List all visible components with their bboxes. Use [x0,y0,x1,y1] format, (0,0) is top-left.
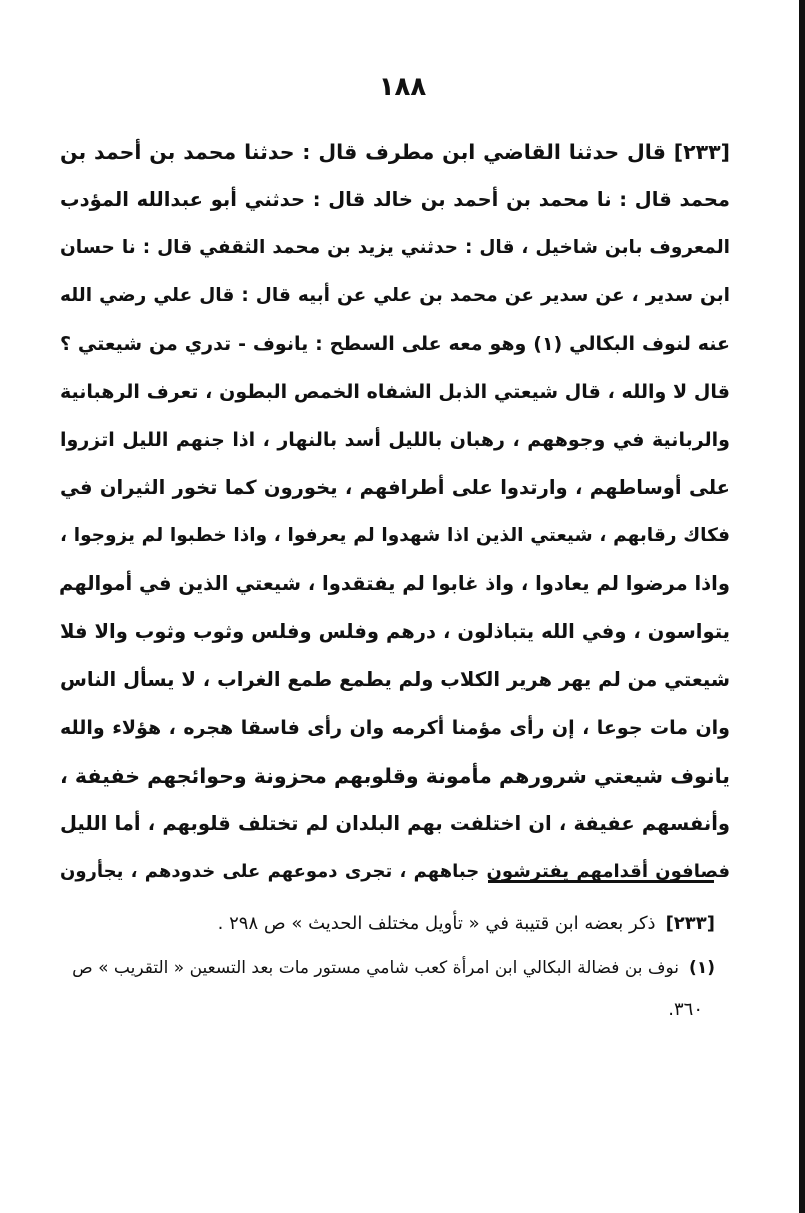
footnote-2-label: (١) [689,958,715,978]
text-line-16: فصافون أقدامهم يفترشون جباههم ، تجرى دموعهم على خدودهم ، يجأرون [60,861,730,882]
text-line-4: ابن سدير ، عن سدير عن محمد بن علي عن أبيه قال : قال علي رضي الله [60,285,730,306]
text-line-13: وان مات جوعا ، إن رأى مؤمنا أكرمه وان رأى فاسقا هجره ، هؤلاء والله [60,717,730,739]
footnote-2-text: نوف بن فضالة البكالي ابن امرأة كعب شامي مستور مات بعد التسعين « التقريب » ص [72,958,680,978]
page-number: ١٨٨ [378,72,427,102]
footnote-2 [60,946,715,990]
text-line-6: قال لا والله ، قال شيعتي الذبل الشفاه الخمص البطون ، تعرف الرهبانية [60,381,730,403]
footnote-1-label: [٢٣٣] [665,913,715,934]
text-line-9: فكاك رقابهم ، شيعتي الذين اذا شهدوا لم يعرفوا ، واذا خطبوا لم يزوجوا ، [60,525,730,546]
text-line-5: عنه لنوف البكالي (١) وهو معه على السطح : يانوف - تدري من شيعتي ؟ [60,333,730,355]
text-line-1: [٢٣٣] قال حدثنا القاضي ابن مطرف قال : حدثنا محمد بن أحمد بن [60,140,730,164]
text-line-12: شيعتي من لم يهر هرير الكلاب ولم يطمع طمع الغراب ، لا يسأل الناس [60,668,730,691]
text-line-3: المعروف بابن شاخيل ، قال : حدثني يزيد بن محمد الثقفي قال : نا حسان [60,237,730,258]
text-line-2: محمد قال : نا محمد بن أحمد بن خالد قال : حدثني أبو عبدالله المؤدب [60,188,730,211]
text-line-11: يتواسون ، وفي الله يتباذلون ، درهم وفلس وفلس وثوب وثوب والا فلا [60,620,730,643]
text-line-14: يانوف شيعتي شرورهم مأمونة وقلوبهم محزونة وحوائجهم خفيفة ، [59,764,730,788]
footnotes-block [60,902,715,1030]
text-line-15: وأنفسهم عفيفة ، ان اختلفت بهم البلدان لم تختلف قلوبهم ، أما الليل [60,812,730,835]
main-text-block [60,128,730,896]
footnote-1-text: ذكر بعضه ابن قتيبة في « تأويل مختلف الحديث » ص ٢٩٨ . [217,913,656,934]
footnote-2-continuation: ٣٦٠. [668,999,703,1020]
text-line-10: واذا مرضوا لم يعادوا ، واذ غابوا لم يفتقدوا ، شيعتي الذين في أموالهم [59,572,730,595]
text-line-8: على أوساطهم ، وارتدوا على أطرافهم ، يخورون كما تخور الثيران في [60,476,730,499]
footnote-1 [60,902,715,946]
page-edge-shadow [799,0,805,1213]
text-line-7: والربانية في وجوههم ، رهبان بالليل أسد بالنهار ، اذا جنهم الليل اتزروا [60,429,730,451]
footnote-separator [488,880,714,883]
